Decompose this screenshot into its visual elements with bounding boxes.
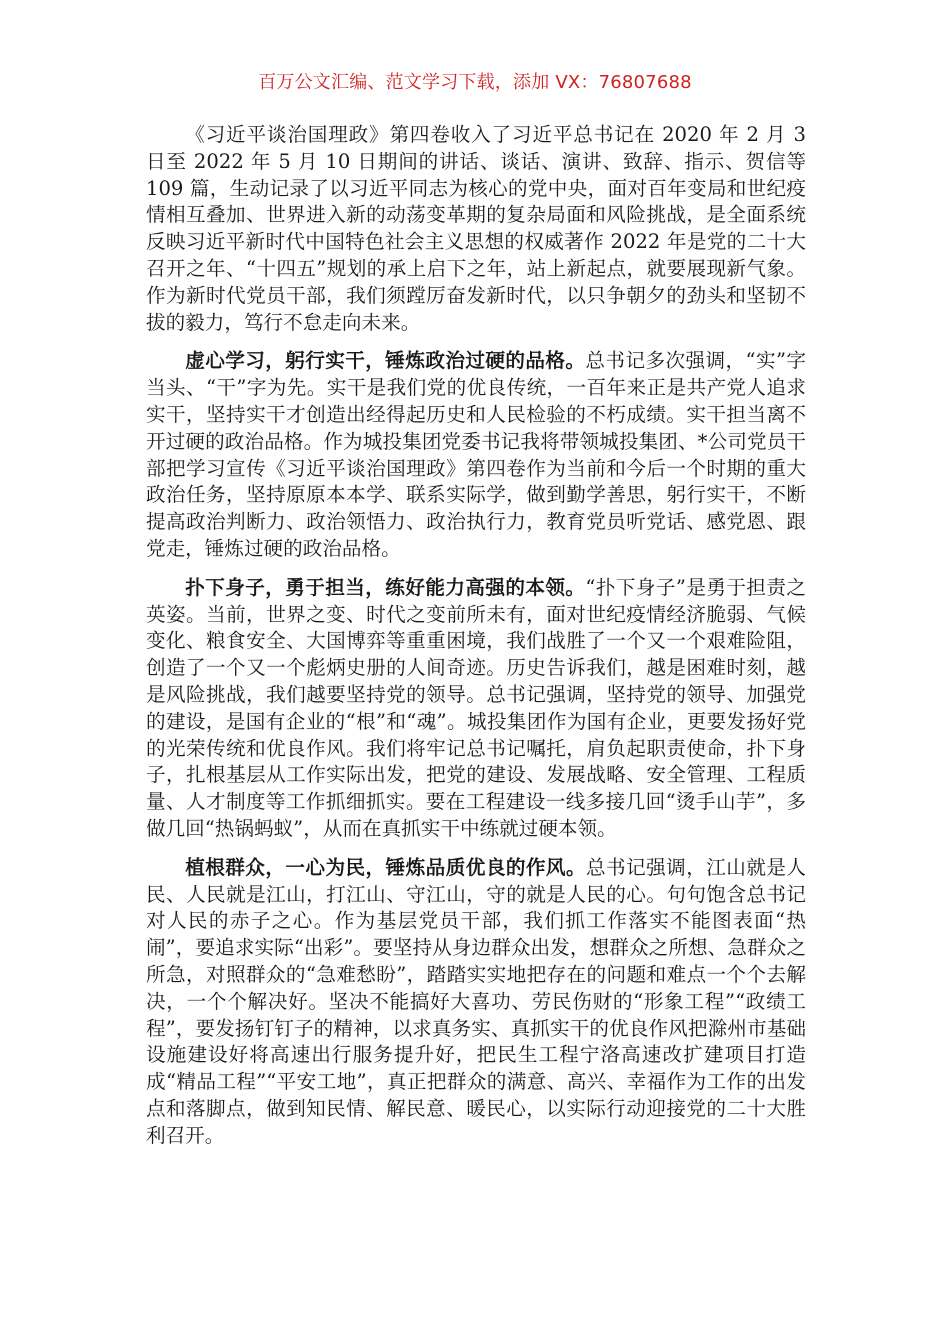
paragraph-body: 总书记强调，江山就是人民、人民就是江山，打江山、守江山，守的就是人民的心。句句饱含总书记对人民的赤子之心。作为基层党员干部，我们抓工作落实不能图表面“热闹”，要追求实际“出彩”。要坚持从身边群众出发，想群众之所想、急群众之所急，对照群众的“急难愁盼”，踏踏实实地把存在的问题和难点一个个去解决，一个个解决好。坚决不能搞好大喜功、劳民伤财的“形象工程”“政绩工程”，要发扬钉钉子的精神，以求真务实、真抓实干的优良作风把滁州市基础设施建设好将高速出行服务提升好，把民生工程宁洛高速改扩建项目打造成“精品工程”“平安工地”，真正把群众的满意、高兴、幸福作为工作的出发点和落脚点，做到知民情、解民意、暖民心，以实际行动迎接党的二十大胜利召开。 — [146, 855, 806, 1147]
paragraph-body: “扑下身子”是勇于担责之英姿。当前，世界之变、时代之变前所未有，面对世纪疫情经济脆弱、气候变化、粮食安全、大国博弈等重重困境，我们战胜了一个又一个艰难险阻，创造了一个又一个彪炳史册的人间奇迹。历史告诉我们，越是困难时刻，越是风险挑战，我们越要坚持党的领导。总书记强调，坚持党的领导、加强党的建设，是国有企业的“根”和“魂”。城投集团作为国有企业，更要发扬好党的光荣传统和优良作风。我们将牢记总书记嘱托，肩负起职责使命，扑下身子，扎根基层从工作实际出发，把党的建设、发展战略、安全管理、工程质量、人才制度等工作抓细抓实。要在工程建设一线多接几回“烫手山芋”，多做几回“热锅蚂蚁”，从而在真抓实干中练就过硬本领。 — [146, 575, 806, 840]
paragraph-heading: 扑下身子，勇于担当，练好能力高强的本领。 — [185, 575, 586, 599]
paragraph-intro — [146, 122, 806, 336]
paragraph-body: 《习近平谈治国理政》第四卷收入了习近平总书记在 2020 年 2 月 3 日至 2022 年 5 月 10 日期间的讲话、谈话、演讲、致辞、指示、贺信等 109 篇，生动记录了以习近平同志为核心的党中央，面对百年变局和世纪疫情相互叠加、世界进入新的动荡变革期的复杂局面和风险挑战，是全面系统反映习近平新时代中国特色社会主义思想的权威著作 2022 年是党的二十大召开之年、“十四五”规划的承上启下之年，站上新起点，就要展现新气象。作为新时代党员干部，我们须蹚厉奋发新时代，以只争朝夕的劲头和坚韧不拔的毅力，笃行不怠走向未来。 — [146, 123, 806, 334]
header-banner: 百万公文汇编、范文学习下载，添加 VX：76807688 — [258, 72, 692, 93]
paragraph-heading: 植根群众，一心为民，锤炼品质优良的作风。 — [185, 855, 586, 879]
paragraph-responsibility — [146, 575, 806, 843]
paragraph-people — [146, 855, 806, 1150]
paragraph-body: 总书记多次强调，“实”字当头、“干”字为先。实干是我们党的优良传统，一百年来正是共产党人追求实干，坚持实干才创造出经得起历史和人民检验的不朽成绩。实干担当离不开过硬的政治品格。作为城投集团党委书记我将带领城投集团、*公司党员干部把学习宣传《习近平谈治国理政》第四卷作为当前和今后一个时期的重大政治任务，坚持原原本本学、联系实际学，做到勤学善思，躬行实干，不断提高政治判断力、政治领悟力、政治执行力，教育党员听党话、感党恩、跟党走，锤炼过硬的政治品格。 — [146, 349, 806, 560]
document-body — [146, 122, 806, 1161]
paragraph-heading: 虚心学习，躬行实干，锤炼政治过硬的品格。 — [185, 349, 586, 373]
paragraph-learning — [146, 348, 806, 562]
